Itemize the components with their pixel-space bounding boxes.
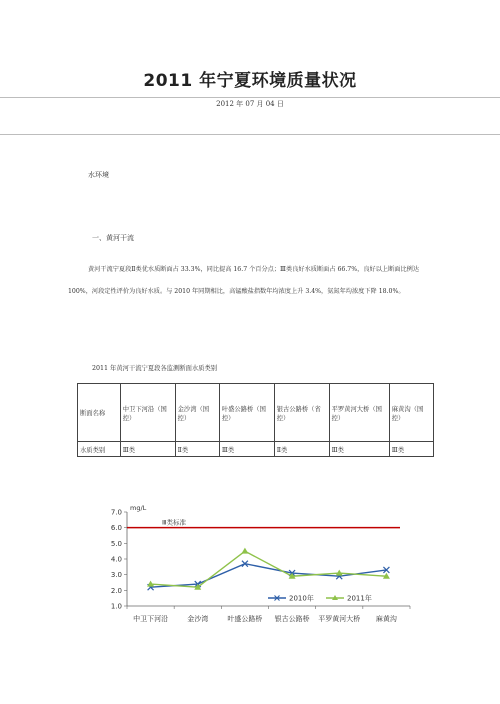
publish-date: 2012 年 07 月 04 日 xyxy=(216,100,284,108)
station-name-cell: 平罗黄河大桥（国控） xyxy=(329,384,389,442)
x-tick-label: 麻黄沟 xyxy=(375,615,397,623)
y-axis-unit: mg/L xyxy=(130,504,147,512)
chart-svg xyxy=(100,500,415,630)
quality-class-cell: Ⅱ类 xyxy=(274,442,329,457)
x-tick-label: 银古公路桥 xyxy=(274,615,310,623)
x-tick-label: 金沙湾 xyxy=(187,615,209,623)
summary-paragraph: 黄河干流宁夏段Ⅱ类优水质断面占 33.3%，同比提高 16.7 个百分点；Ⅲ类良好水质断面占 66.7%，良好以上断面比例达 100%，河段定性评价为良好水质。与 2010 年同期相比，高锰酸盐指数年均浓度上升 3.4%，氨氮年均浓度下降 18.0%。 xyxy=(68,266,420,295)
y-tick-label: 2.0 xyxy=(110,586,122,595)
section-heading-water: 水环境 xyxy=(88,171,109,179)
x-tick-label: 叶盛公路桥 xyxy=(227,615,263,623)
table-row-header: 水质类别 xyxy=(78,442,121,457)
station-name-cell: 叶盛公路桥（国控） xyxy=(219,384,274,442)
water-quality-chart xyxy=(100,500,415,630)
series-line-0 xyxy=(151,564,387,588)
top-divider xyxy=(0,97,500,98)
data-point xyxy=(241,548,248,554)
station-name-cell: 中卫下河沿（国控） xyxy=(120,384,175,442)
x-tick-label: 平罗黄河大桥 xyxy=(318,615,361,623)
quality-class-cell: Ⅲ类 xyxy=(329,442,389,457)
quality-class-cell: Ⅲ类 xyxy=(389,442,433,457)
y-tick-label: 7.0 xyxy=(110,508,122,517)
table-row xyxy=(78,384,434,442)
y-tick-label: 6.0 xyxy=(110,524,122,533)
table-row xyxy=(78,442,434,457)
bottom-divider xyxy=(0,134,500,135)
section-heading-yellow-river: 一、黄河干流 xyxy=(92,234,134,242)
water-quality-table xyxy=(77,383,434,457)
station-name-cell: 麻黄沟（国控） xyxy=(389,384,433,442)
reference-line-label: Ⅲ类标准 xyxy=(162,518,186,527)
series-line-1 xyxy=(151,551,387,587)
y-tick-label: 5.0 xyxy=(110,539,122,548)
station-name-cell: 银古公路桥（省控） xyxy=(274,384,329,442)
quality-class-cell: Ⅲ类 xyxy=(120,442,175,457)
table-row-header: 断面名称 xyxy=(78,384,121,442)
legend-label: 2010年 xyxy=(289,594,314,603)
station-name-cell: 金沙湾（国控） xyxy=(175,384,219,442)
quality-class-cell: Ⅱ类 xyxy=(175,442,219,457)
table-caption: 2011 年黄河干流宁夏段各监测断面水质类别 xyxy=(92,365,218,372)
y-tick-label: 3.0 xyxy=(110,571,122,580)
quality-class-cell: Ⅲ类 xyxy=(219,442,274,457)
page-title: 2011 年宁夏环境质量状况 xyxy=(143,71,357,91)
legend-label: 2011年 xyxy=(347,594,372,603)
y-tick-label: 4.0 xyxy=(110,555,122,564)
x-tick-label: 中卫下河沿 xyxy=(133,615,169,623)
y-tick-label: 1.0 xyxy=(110,602,122,611)
